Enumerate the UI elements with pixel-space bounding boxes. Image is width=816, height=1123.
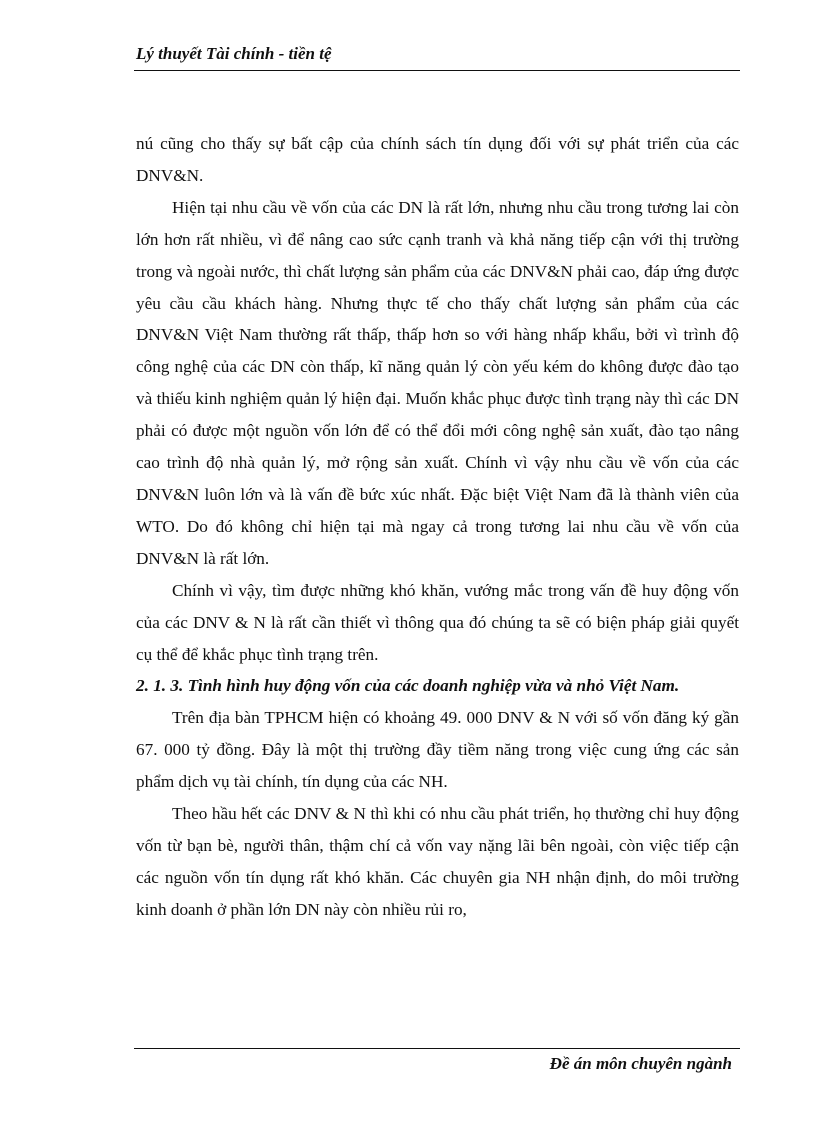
paragraph-capital-sources: Theo hầu hết các DNV & N thì khi có nhu cầu phát triển, họ thường chỉ huy động vốn từ bạn bè, người thân, thậm chí cả vốn vay nặng lãi bên ngoài, còn việc tiếp cận các nguồn vốn tín dụng rất khó khăn. Các chuyên gia NH nhận định, do môi trường kinh doanh ở phần lớn DN này còn nhiều rủi ro, [136,804,739,919]
page-footer-title: Đề án môn chuyên ngành [549,1054,732,1073]
header-divider [134,70,740,71]
paragraph-hcmc-market: Trên địa bàn TPHCM hiện có khoảng 49. 000 DNV & N với số vốn đăng ký gần 67. 000 tỷ đồng. Đây là một thị trường đầy tiềm năng trong việc cung ứng các sản phẩm dịch vụ tài chính, tín dụng của các NH. [136,708,739,792]
footer-divider [134,1048,740,1049]
document-body [136,128,739,926]
page-header-title: Lý thuyết Tài chính - tiền tệ [136,44,332,63]
paragraph-difficulties: Chính vì vậy, tìm được những khó khăn, vướng mắc trong vấn đề huy động vốn của các DNV & N là rất cần thiết vì thông qua đó chúng ta sẽ có biện pháp giải quyết cụ thể để khắc phục tình trạng trên. [136,580,739,664]
paragraph-capital-demand: Hiện tại nhu cầu về vốn của các DN là rất lớn, nhưng nhu cầu trong tương lai còn lớn hơn rất nhiều, vì để nâng cao sức cạnh tranh và khả năng tiếp cận với thị trường trong và ngoài nước, thì chất lượng sản phẩm của các DNV&N phải cao, đáp ứng được yêu cầu cầu khách hàng. Nhưng thực tế cho thấy chất lượng sản phẩm của các DNV&N Việt Nam thường rất thấp, thấp hơn so với hàng nhấp khẩu, bởi vì trình độ công nghệ của các DN còn thấp, kĩ năng quản lý còn yếu kém do không được đào tạo và thiếu kinh nghiệm quản lý hiện đại. Muốn khắc phục được tình trạng này thì các DN phải có được một nguồn vốn lớn để có thể đổi mới công nghệ sản xuất, đào tạo nâng cao trình độ nhà quản lý, mở rộng sản xuất. Chính vì vậy nhu cầu về vốn của các DNV&N luôn lớn và là vấn đề bức xúc nhất. Đặc biệt Việt Nam đã là thành viên của WTO. Do đó không chỉ hiện tại mà ngay cả trong tương lai nhu cầu về vốn của DNV&N là rất lớn. [136,197,739,568]
section-heading: 2. 1. 3. Tình hình huy động vốn của các doanh nghiệp vừa và nhỏ Việt Nam. [136,676,680,696]
paragraph-continuation: nú cũng cho thấy sự bất cập của chính sách tín dụng đối với sự phát triển của các DNV&N. [136,134,739,185]
